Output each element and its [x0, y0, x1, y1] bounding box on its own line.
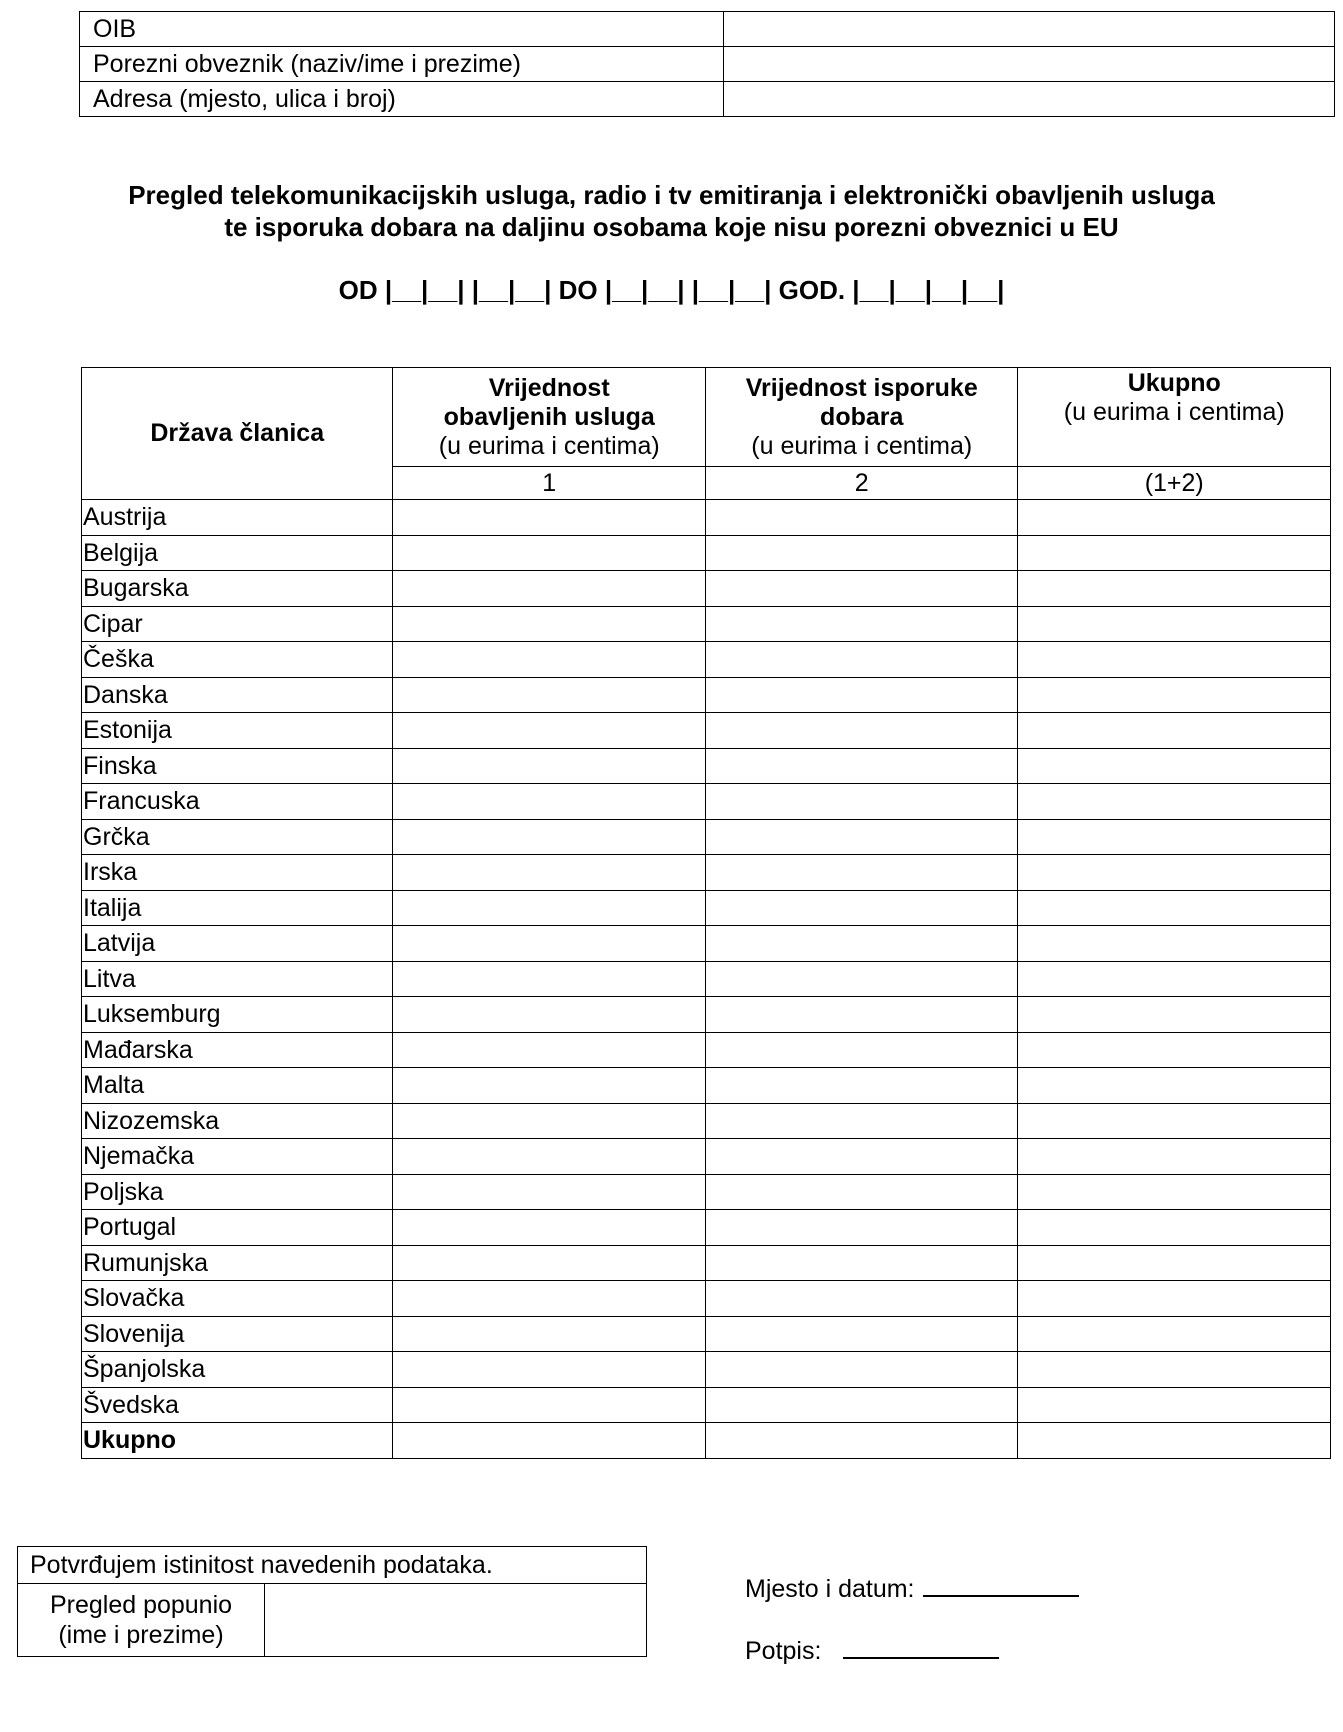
confirmation-box — [17, 1546, 647, 1657]
taxpayer-name-label: Porezni obveznik (naziv/ime i prezime) — [80, 47, 724, 82]
table-row — [82, 890, 1331, 926]
period-fields[interactable]: OD |__|__| |__|__| DO |__|__| |__|__| GOD. |__|__|__|__| — [338, 275, 1005, 305]
total-value-cell[interactable] — [1018, 677, 1331, 713]
services-value-cell[interactable] — [393, 1316, 706, 1352]
total-value-cell[interactable] — [1018, 926, 1331, 962]
table-row — [82, 1387, 1331, 1423]
document-title-line-1: Pregled telekomunikacijskih usluga, radio i tv emitiranja i elektronički obavljenih usluga — [128, 180, 1215, 210]
services-value-cell[interactable] — [393, 1068, 706, 1104]
goods-value-cell[interactable] — [705, 500, 1018, 536]
country-name: Belgija — [82, 535, 393, 571]
total-row — [82, 1423, 1331, 1459]
goods-title-b: dobara — [820, 402, 904, 431]
goods-value-cell[interactable] — [705, 1103, 1018, 1139]
services-value-cell[interactable] — [393, 1281, 706, 1317]
services-value-cell[interactable] — [393, 961, 706, 997]
signature — [745, 1633, 999, 1666]
services-value-cell[interactable] — [393, 642, 706, 678]
goods-value-cell[interactable] — [705, 890, 1018, 926]
services-value-cell[interactable] — [393, 926, 706, 962]
goods-value-cell[interactable] — [705, 1210, 1018, 1246]
services-value-cell[interactable] — [393, 606, 706, 642]
country-name: Finska — [82, 748, 393, 784]
table-row — [82, 819, 1331, 855]
table-row — [82, 1068, 1331, 1104]
services-title-b: obavljenih usluga — [443, 402, 655, 431]
filled-by-line-1: Pregled popunio — [49, 1591, 233, 1619]
oib-row — [80, 12, 1335, 47]
table-row — [82, 606, 1331, 642]
goods-value-cell[interactable] — [705, 997, 1018, 1033]
goods-value-cell[interactable] — [705, 784, 1018, 820]
total-label: Ukupno — [82, 1423, 393, 1459]
services-value-cell[interactable] — [393, 500, 706, 536]
goods-value-cell[interactable] — [705, 1139, 1018, 1175]
oib-field[interactable] — [724, 12, 1335, 47]
document-title-line-2: te isporuka dobara na daljinu osobama koje nisu porezni obveznici u EU — [224, 212, 1119, 242]
services-value-cell[interactable] — [393, 1210, 706, 1246]
taxpayer-name-row — [80, 47, 1335, 82]
table-row — [82, 1281, 1331, 1317]
table-row — [82, 1210, 1331, 1246]
column-header-services — [393, 368, 706, 467]
country-name: Austrija — [82, 500, 393, 536]
goods-value-cell[interactable] — [705, 1352, 1018, 1388]
total-value-cell[interactable] — [1018, 1103, 1331, 1139]
services-value-cell[interactable] — [393, 1387, 706, 1423]
address-label: Adresa (mjesto, ulica i broj) — [80, 82, 724, 117]
table-row — [82, 1174, 1331, 1210]
table-row — [82, 961, 1331, 997]
total-value-cell[interactable] — [1018, 1245, 1331, 1281]
services-unit: (u eurima i centima) — [438, 431, 660, 460]
goods-value-cell[interactable] — [705, 748, 1018, 784]
goods-title-a: Vrijednost isporuke — [745, 373, 978, 402]
total-title: Ukupno — [1127, 369, 1221, 397]
goods-value-cell[interactable] — [705, 1316, 1018, 1352]
goods-value-cell[interactable] — [705, 642, 1018, 678]
taxpayer-name-field[interactable] — [724, 47, 1335, 82]
goods-value-cell[interactable] — [705, 713, 1018, 749]
total-value-cell[interactable] — [1018, 1316, 1331, 1352]
table-row — [82, 1316, 1331, 1352]
country-name: Malta — [82, 1068, 393, 1104]
address-row — [80, 82, 1335, 117]
goods-value-cell[interactable] — [705, 535, 1018, 571]
table-row — [82, 784, 1331, 820]
place-date-label: Mjesto i datum: — [745, 1575, 915, 1603]
filled-by-label — [18, 1584, 265, 1657]
services-value-cell[interactable] — [393, 784, 706, 820]
country-name: Poljska — [82, 1174, 393, 1210]
total-value-cell[interactable] — [1018, 500, 1331, 536]
total-value-cell[interactable] — [1018, 748, 1331, 784]
table-row — [82, 500, 1331, 536]
table-row — [82, 855, 1331, 891]
country-name: Njemačka — [82, 1139, 393, 1175]
country-name: Italija — [82, 890, 393, 926]
goods-value-cell[interactable] — [705, 1281, 1018, 1317]
table-row — [82, 1352, 1331, 1388]
total-value-cell[interactable] — [1018, 571, 1331, 607]
total-value-cell[interactable] — [1018, 1423, 1331, 1459]
total-value-cell[interactable] — [1018, 1068, 1331, 1104]
total-value-cell[interactable] — [1018, 713, 1331, 749]
signature-label: Potpis: — [745, 1637, 822, 1665]
total-value-cell[interactable] — [1018, 1387, 1331, 1423]
taxpayer-info-table — [79, 11, 1335, 117]
services-title-a: Vrijednost — [488, 373, 610, 402]
table-row — [82, 642, 1331, 678]
goods-value-cell[interactable] — [705, 926, 1018, 962]
goods-value-cell[interactable] — [705, 1174, 1018, 1210]
table-row — [82, 748, 1331, 784]
table-row — [82, 677, 1331, 713]
table-row — [82, 571, 1331, 607]
total-value-cell[interactable] — [1018, 1281, 1331, 1317]
column-number-3: (1+2) — [1018, 467, 1331, 500]
total-value-cell[interactable] — [1018, 1032, 1331, 1068]
column-header-goods — [705, 368, 1018, 467]
column-number-2: 2 — [705, 467, 1018, 500]
goods-value-cell[interactable] — [705, 571, 1018, 607]
country-name: Mađarska — [82, 1032, 393, 1068]
goods-value-cell[interactable] — [705, 1423, 1018, 1459]
filled-by-field[interactable] — [265, 1584, 647, 1657]
goods-value-cell[interactable] — [705, 1032, 1018, 1068]
table-header-row — [82, 368, 1331, 467]
services-value-cell[interactable] — [393, 890, 706, 926]
total-value-cell[interactable] — [1018, 642, 1331, 678]
goods-value-cell[interactable] — [705, 1068, 1018, 1104]
filled-by-line-2: (ime i prezime) — [58, 1621, 224, 1649]
member-state-table — [81, 367, 1331, 1459]
services-value-cell[interactable] — [393, 1139, 706, 1175]
total-value-cell[interactable] — [1018, 1352, 1331, 1388]
confirmation-text: Potvrđujem istinitost navedenih podataka. — [18, 1547, 647, 1584]
services-value-cell[interactable] — [393, 1423, 706, 1459]
country-name: Češka — [82, 642, 393, 678]
column-number-1: 1 — [393, 467, 706, 500]
services-value-cell[interactable] — [393, 1352, 706, 1388]
goods-value-cell[interactable] — [705, 819, 1018, 855]
total-value-cell[interactable] — [1018, 819, 1331, 855]
goods-value-cell[interactable] — [705, 1245, 1018, 1281]
services-value-cell[interactable] — [393, 1245, 706, 1281]
table-row — [82, 1103, 1331, 1139]
total-value-cell[interactable] — [1018, 961, 1331, 997]
services-value-cell[interactable] — [393, 997, 706, 1033]
services-value-cell[interactable] — [393, 713, 706, 749]
country-name: Irska — [82, 855, 393, 891]
table-row — [82, 997, 1331, 1033]
total-value-cell[interactable] — [1018, 535, 1331, 571]
place-date-field[interactable] — [923, 1571, 1079, 1597]
country-name: Danska — [82, 677, 393, 713]
country-name: Slovenija — [82, 1316, 393, 1352]
total-value-cell[interactable] — [1018, 997, 1331, 1033]
country-name: Švedska — [82, 1387, 393, 1423]
total-value-cell[interactable] — [1018, 1139, 1331, 1175]
country-name: Luksemburg — [82, 997, 393, 1033]
country-name: Rumunjska — [82, 1245, 393, 1281]
address-field[interactable] — [724, 82, 1335, 117]
services-value-cell[interactable] — [393, 1174, 706, 1210]
table-row — [82, 926, 1331, 962]
country-name: Portugal — [82, 1210, 393, 1246]
total-value-cell[interactable] — [1018, 1210, 1331, 1246]
total-value-cell[interactable] — [1018, 784, 1331, 820]
country-name: Grčka — [82, 819, 393, 855]
country-name: Španjolska — [82, 1352, 393, 1388]
table-row — [82, 1245, 1331, 1281]
oib-label: OIB — [80, 12, 724, 47]
services-value-cell[interactable] — [393, 571, 706, 607]
column-header-country: Država članica — [82, 368, 393, 500]
country-name: Slovačka — [82, 1281, 393, 1317]
goods-value-cell[interactable] — [705, 677, 1018, 713]
services-value-cell[interactable] — [393, 677, 706, 713]
country-name: Litva — [82, 961, 393, 997]
table-row — [82, 535, 1331, 571]
goods-value-cell[interactable] — [705, 1387, 1018, 1423]
total-value-cell[interactable] — [1018, 855, 1331, 891]
services-value-cell[interactable] — [393, 1103, 706, 1139]
table-row — [82, 1032, 1331, 1068]
total-unit: (u eurima i centima) — [1063, 398, 1285, 426]
table-row — [82, 713, 1331, 749]
services-value-cell[interactable] — [393, 1032, 706, 1068]
signature-field[interactable] — [843, 1633, 999, 1659]
place-date — [745, 1571, 1079, 1604]
services-value-cell[interactable] — [393, 819, 706, 855]
table-row — [82, 1139, 1331, 1175]
goods-value-cell[interactable] — [705, 855, 1018, 891]
country-name: Francuska — [82, 784, 393, 820]
country-name: Estonija — [82, 713, 393, 749]
column-header-total — [1018, 368, 1331, 467]
services-value-cell[interactable] — [393, 748, 706, 784]
total-value-cell[interactable] — [1018, 1174, 1331, 1210]
country-name: Cipar — [82, 606, 393, 642]
goods-unit: (u eurima i centima) — [751, 431, 973, 460]
total-value-cell[interactable] — [1018, 606, 1331, 642]
country-name: Nizozemska — [82, 1103, 393, 1139]
services-value-cell[interactable] — [393, 535, 706, 571]
services-value-cell[interactable] — [393, 855, 706, 891]
country-name: Bugarska — [82, 571, 393, 607]
country-name: Latvija — [82, 926, 393, 962]
goods-value-cell[interactable] — [705, 961, 1018, 997]
goods-value-cell[interactable] — [705, 606, 1018, 642]
total-value-cell[interactable] — [1018, 890, 1331, 926]
